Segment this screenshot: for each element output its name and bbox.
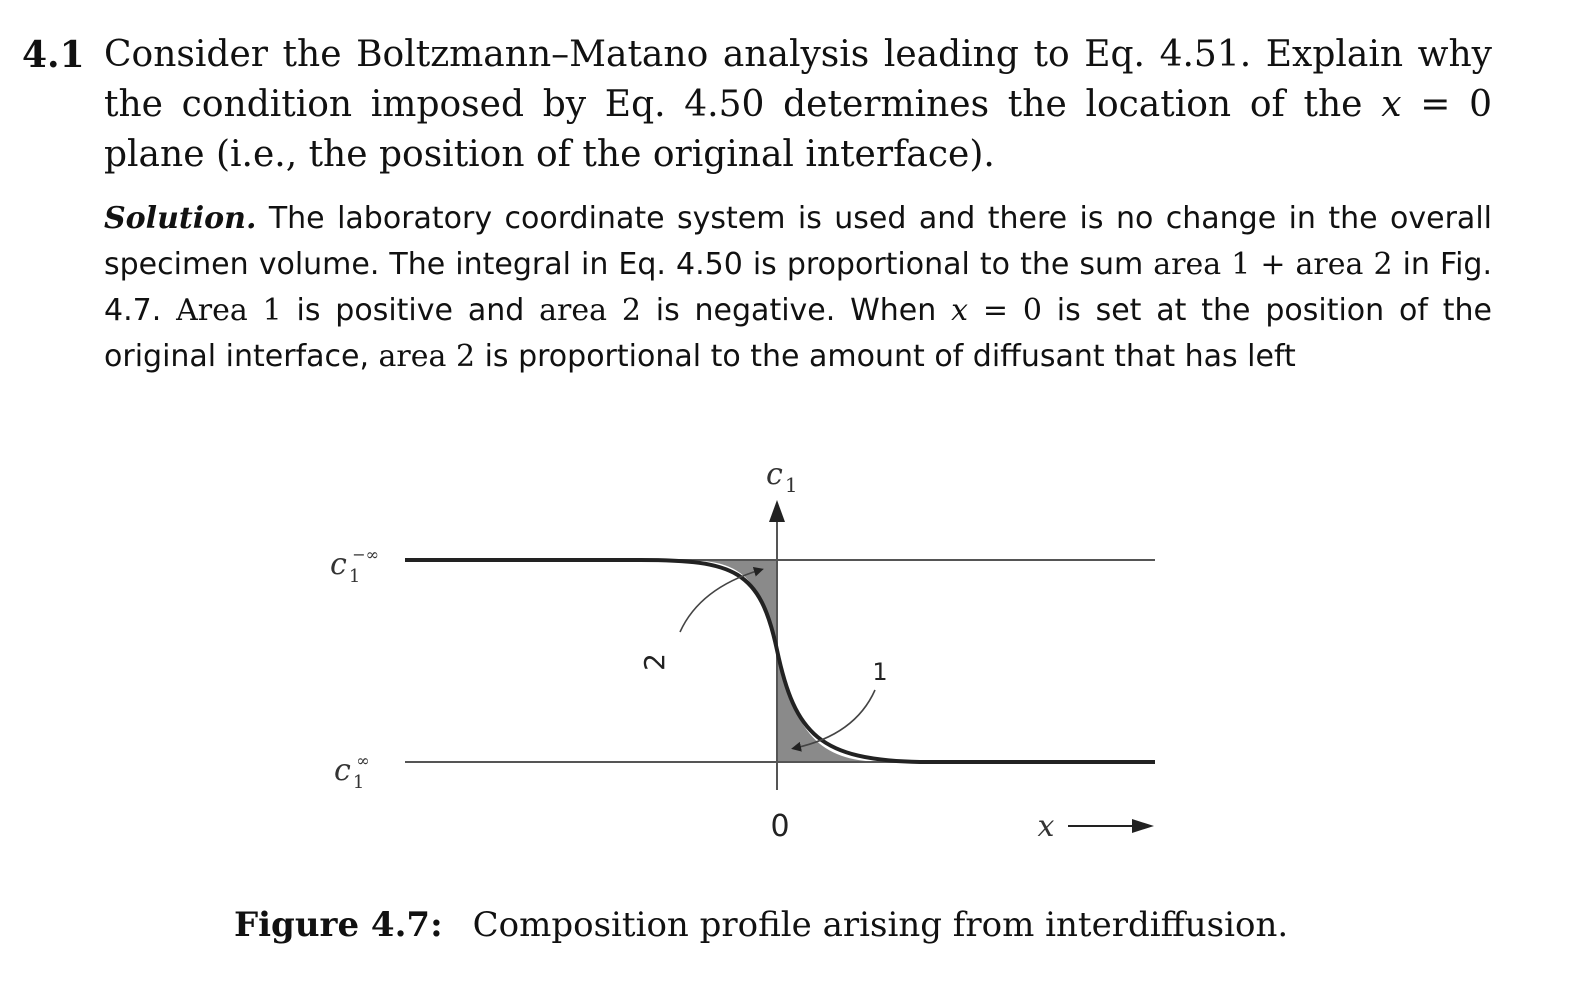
problem-number: 4.1: [22, 34, 85, 76]
x-direction-arrowhead: [1132, 819, 1154, 833]
solution-area2-b: area 2: [378, 339, 476, 374]
problem-text-part1: Consider the Boltzmann–Matano analysis leading to Eq. 4.51. Explain why the condition imposed by Eq. 4.50 determines the location of the: [104, 34, 1492, 125]
area-2-label: 2: [638, 653, 671, 671]
lower-composition-label: c $_1$∞: [334, 751, 370, 793]
solution-text-1: The laboratory coordinate system is used and there is no change in the overall specimen volume. The integral in Eq. 4.50 is proportional to the sum: [104, 201, 1492, 282]
figure-caption-label: Figure 4.7:: [234, 905, 443, 945]
solution-math-eq: = 0: [968, 293, 1042, 328]
solution-text-5: is set at the position of the original interface,: [104, 293, 1492, 374]
solution-area2: area 2: [539, 293, 641, 328]
solution-text-2: in Fig. 4.7.: [104, 247, 1492, 328]
problem-math-eq: = 0: [1401, 84, 1492, 125]
figure-caption: [234, 905, 1288, 945]
solution-text-3: is positive and: [281, 293, 540, 328]
x-axis-label: x: [1037, 809, 1055, 844]
y-axis-label: c $_1$: [766, 457, 798, 497]
solution-math-x: x: [951, 293, 969, 328]
solution-label: Solution.: [104, 201, 257, 236]
vertical-axis-arrowhead: [769, 500, 785, 522]
area-1-label: 1: [872, 658, 888, 686]
solution-text-6: is proportional to the amount of diffusant that has left: [475, 339, 1296, 374]
solution-text-4: is negative. When: [640, 293, 952, 328]
solution-area-sum: area 1 + area 2: [1153, 247, 1393, 282]
problem-math-x: x: [1381, 84, 1402, 125]
figure-caption-text: Composition profile arising from interdiffusion.: [472, 905, 1289, 945]
solution-area1: Area 1: [176, 293, 282, 328]
problem-text-part2: plane (i.e., the position of the original interface).: [104, 134, 995, 175]
origin-label: 0: [770, 809, 790, 844]
upper-composition-label: c $_1$−∞: [330, 545, 379, 587]
